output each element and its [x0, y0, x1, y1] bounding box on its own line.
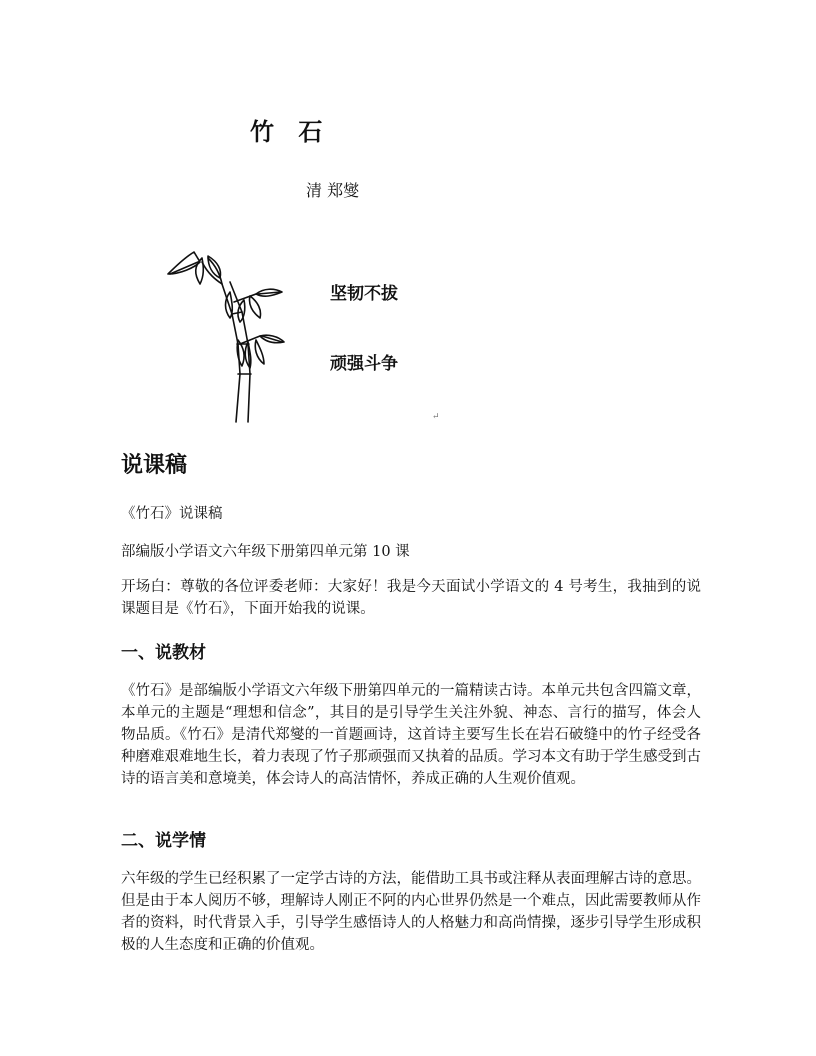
paragraph-return-mark: ↵ [432, 412, 440, 422]
poem-author: 清 郑燮 [306, 181, 360, 200]
document-heading: 说课稿 [121, 453, 188, 478]
section-body-textbook: 《竹石》是部编版小学语文六年级下册第四单元的一篇精读古诗。本单元共包含四篇文章，本单元的主题是“理想和信念”，其目的是引导学生关注外貌、神态、言行的描写，体会人物品质。《竹石》是清代郑燮的一首题画诗，这首诗主要写生长在岩石破缝中的竹子经受各种磨难艰难地生长，着力表现了竹子那顽强而又执着的品质。学习本文有助于学生感受到古诗的语言美和意境美，体会诗人的高洁情怀，养成正确的人生观价值观。 [121, 683, 701, 787]
poem-title: 竹 石 [250, 117, 331, 146]
lesson-info: 部编版小学语文六年级下册第四单元第 10 课 [121, 544, 410, 560]
document-subtitle: 《竹石》说课稿 [121, 506, 223, 522]
section-heading-students: 二、说学情 [121, 831, 206, 851]
section-heading-textbook: 一、说教材 [121, 643, 206, 663]
bamboo-illustration [160, 244, 290, 424]
phrase-struggle: 顽强斗争 [330, 354, 398, 374]
section-body-students: 六年级的学生已经积累了一定学古诗的方法，能借助工具书或注释从表面理解古诗的意思。但是由于本人阅历不够，理解诗人刚正不阿的内心世界仍然是一个难点，因此需要教师从作者的资料，时代背景入手，引导学生感悟诗人的人格魅力和高尚情操，逐步引导学生形成积极的人生态度和正确的价值观。 [121, 871, 701, 953]
phrase-steadfast: 坚韧不拔 [330, 284, 398, 304]
opening-paragraph: 开场白：尊敬的各位评委老师：大家好！我是今天面试小学语文的 4 号考生，我抽到的说课题目是《竹石》，下面开始我的说课。 [121, 579, 701, 617]
